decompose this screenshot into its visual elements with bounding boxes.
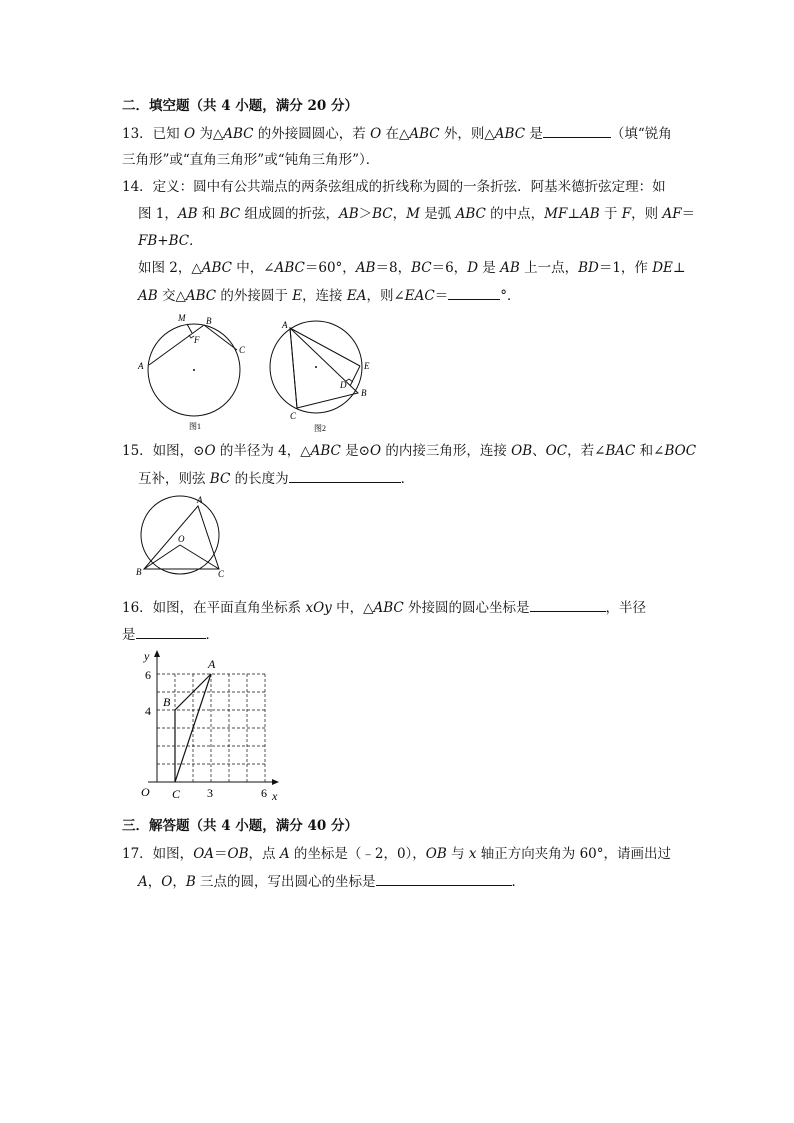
- fig1-label-F: F: [194, 335, 200, 345]
- q15-segment-OC: [180, 545, 219, 569]
- fig2-right-angle-mark: [346, 379, 353, 382]
- fig1-label-C: C: [239, 345, 246, 355]
- fig2-label-B: B: [361, 388, 367, 398]
- q16-x-arrow: [272, 779, 279, 785]
- q14-line5: AB 交△ABC 的外接圆于 E，连接 EA，则∠EAC＝ °．: [138, 288, 521, 304]
- q16-tick-y4: 4: [145, 704, 151, 718]
- fig1-caption: 图1: [189, 422, 201, 431]
- fig1-label-A: A: [138, 361, 144, 371]
- q16-label-x: x: [272, 789, 278, 803]
- fig1-label-B: B: [206, 316, 212, 326]
- fig2-label-E: E: [364, 361, 370, 371]
- q16-line1: 16．如图，在平面直角坐标系 xOy 中，△ABC 外接圆的圆心坐标是 ，半径: [122, 600, 647, 616]
- section3-title: 三．解答题（共 4 小题，满分 40 分）: [122, 818, 358, 834]
- q16-grid: [157, 674, 266, 782]
- q17-answer-blank[interactable]: [376, 872, 512, 886]
- fig2-segment-EA: [290, 328, 360, 366]
- q15-line2: 互补，则弦 BC 的长度为 ．: [138, 471, 415, 487]
- q14-line3: FB+BC．: [138, 233, 203, 249]
- q16-y-arrow: [154, 650, 160, 657]
- q13-answer-blank[interactable]: [543, 124, 611, 138]
- q15-label-A: A: [197, 495, 203, 505]
- q16-tick-x3: 3: [207, 786, 213, 800]
- fig1-label-M: M: [178, 313, 186, 323]
- fig2-segment-AC: [290, 328, 297, 408]
- fig2-label-D: D: [340, 380, 347, 390]
- fig1-center-dot: [193, 369, 195, 371]
- q16-line2: 是 ．: [122, 627, 219, 643]
- fig2-triangle: [290, 328, 358, 408]
- q14-line2: 图 1，AB 和 BC 组成圆的折弦，AB＞BC，M 是弧 ABC 的中点，MF⊥AB 于 F，则 AF＝: [138, 206, 696, 222]
- q16-center-blank[interactable]: [530, 598, 606, 612]
- q16-label-B: B: [163, 695, 171, 709]
- fig2-label-C: C: [290, 411, 297, 421]
- q15-label-C: C: [218, 569, 225, 579]
- q16-label-A: A: [208, 657, 216, 671]
- q15-line1: 15．如图，⊙O 的半径为 4，△ABC 是⊙O 的内接三角形，连接 OB、OC，若∠BAC 和∠BOC: [122, 443, 697, 459]
- q13-line1: 13．已知 O 为△ABC 的外接圆圆心，若 O 在△ABC 外，则△ABC 是 （填“锐角: [122, 126, 672, 142]
- q17-line1: 17．如图，OA＝OB，点 A 的坐标是（﹣2，0），OB 与 x 轴正方向夹角为 60°，请画出过: [122, 846, 672, 862]
- q16-figure: [136, 646, 286, 806]
- q15-figure: [134, 493, 234, 581]
- q14-answer-blank[interactable]: [448, 286, 500, 300]
- q14-figure2: [266, 310, 381, 436]
- fig1-chord-AB: [149, 325, 204, 365]
- fig2-caption: 图2: [314, 424, 326, 433]
- fig2-segment-DE: [350, 366, 360, 386]
- q15-label-O: O: [178, 534, 185, 544]
- q17-line2: A，O，B 三点的圆，写出圆心的坐标是 ．: [138, 874, 526, 890]
- q14-line4: 如图 2，△ABC 中，∠ABC＝60°，AB＝8，BC＝6，D 是 AB 上一点，BD＝1，作 DE⊥: [138, 260, 686, 276]
- fig1-chord-BC: [204, 325, 237, 350]
- fig2-center-dot: [315, 366, 317, 368]
- q13-line2: 三角形”或“直角三角形”或“钝角三角形”）．: [122, 152, 380, 168]
- q16-label-O: O: [141, 785, 150, 799]
- q16-label-C: C: [172, 787, 181, 801]
- q14-figure1: [136, 308, 246, 436]
- q16-label-y: y: [144, 649, 150, 663]
- q16-tick-x6: 6: [261, 786, 267, 800]
- q16-radius-blank[interactable]: [136, 625, 206, 639]
- q16-tick-y6: 6: [145, 668, 151, 682]
- q15-label-B: B: [136, 567, 142, 577]
- fig2-label-A: A: [282, 320, 288, 330]
- q14-line1: 14．定义：圆中有公共端点的两条弦组成的折线称为圆的一条折弦．阿基米德折弦定理：如: [122, 179, 666, 195]
- q15-answer-blank[interactable]: [289, 469, 401, 483]
- fig1-segment-MF: [187, 324, 192, 333]
- section2-title: 二．填空题（共 4 小题，满分 20 分）: [122, 98, 358, 114]
